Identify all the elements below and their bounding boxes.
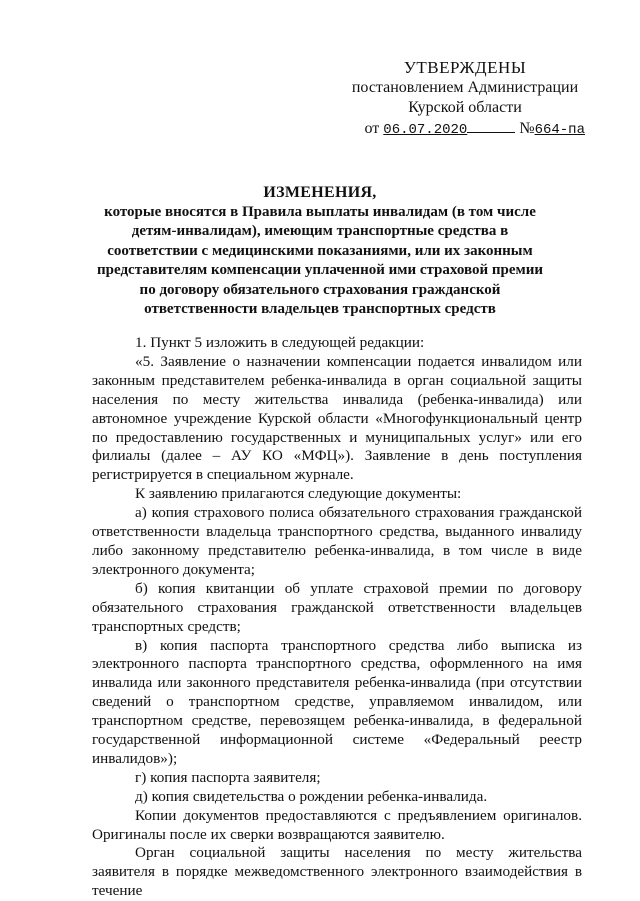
document-title [90,183,550,320]
paragraph: «5. Заявление о назначении компенсации подается инвалидом или законным представителем ребенка-инвалида в орган социальной защиты населения по месту жительства инвалида (ребенка-инвалида) или автономное учреждение Курской области «Многофункциональный центр по предоставлению государственных и муниципальных услуг» или его филиалы (далее – АУ КО «МФЦ»). Заявление в день поступления регистрируется в специальном журнале. [92,352,582,484]
paragraph: Копии документов предоставляются с предъявлением оригиналов. Оригиналы после их сверки возвращаются заявителю. [92,806,582,843]
title-line: по договору обязательного страхования гражданской [139,281,501,298]
title-line: которые вносятся в Правила выплаты инвалидам (в том числе [104,203,536,220]
title-line: представителям компенсации уплаченной ими страховой премии [97,262,543,278]
paragraph: д) копия свидетельства о рождении ребенка-инвалида. [135,787,488,805]
title-line: соответствии с медицинскими показаниями, или их законным [107,242,533,259]
document-body [92,334,582,901]
approval-block [345,58,585,140]
paragraph: 1. Пункт 5 изложить в следующей редакции: [135,334,425,351]
title-heading: ИЗМЕНЕНИЯ, [263,184,377,201]
approval-date-line [345,118,585,140]
title-line: ответственности владельцев транспортных средств [144,301,496,317]
from-label: от [364,120,380,137]
title-line: детям-инвалидам), имеющим транспортные средства в [131,223,509,239]
number-sign: № [519,120,535,137]
approval-date: 06.07.2020 [383,122,468,138]
approval-line-2: Курской области [408,99,522,116]
paragraph: К заявлению прилагаются следующие документы: [135,485,462,503]
paragraph: б) копия квитанции об уплате страховой премии по договору обязательного страхования гражданской ответственности владельцев транспортных средств; [92,579,582,635]
approval-heading: УТВЕРЖДЕНЫ [403,58,527,77]
date-underline [467,118,515,133]
paragraph: г) копия паспорта заявителя; [135,768,321,786]
paragraph: в) копия паспорта транспортного средства либо выписка из электронного паспорта транспортного средства, оформленного на имя инвалида или законного представителя ребенка-инвалида (при отсутствии сведений о транспортном средстве, управляемом инвалидом, или транспортном средстве, перевозящем ребенка-инвалида, в федеральной государственной информационной системе «Федеральный реестр инвалидов»); [92,636,582,767]
paragraph: а) копия страхового полиса обязательного страхования гражданской ответственности владельца транспортного средства, выданного инвалиду либо законному представителю ребенка-инвалида, в том числе в виде электронного документа; [92,504,582,578]
approval-line-1: постановлением Администрации [351,79,579,96]
paragraph: Орган социальной защиты населения по месту жительства заявителя в порядке межведомственного электронного взаимодействия в течение [92,844,582,900]
approval-number: 664-па [534,122,585,138]
